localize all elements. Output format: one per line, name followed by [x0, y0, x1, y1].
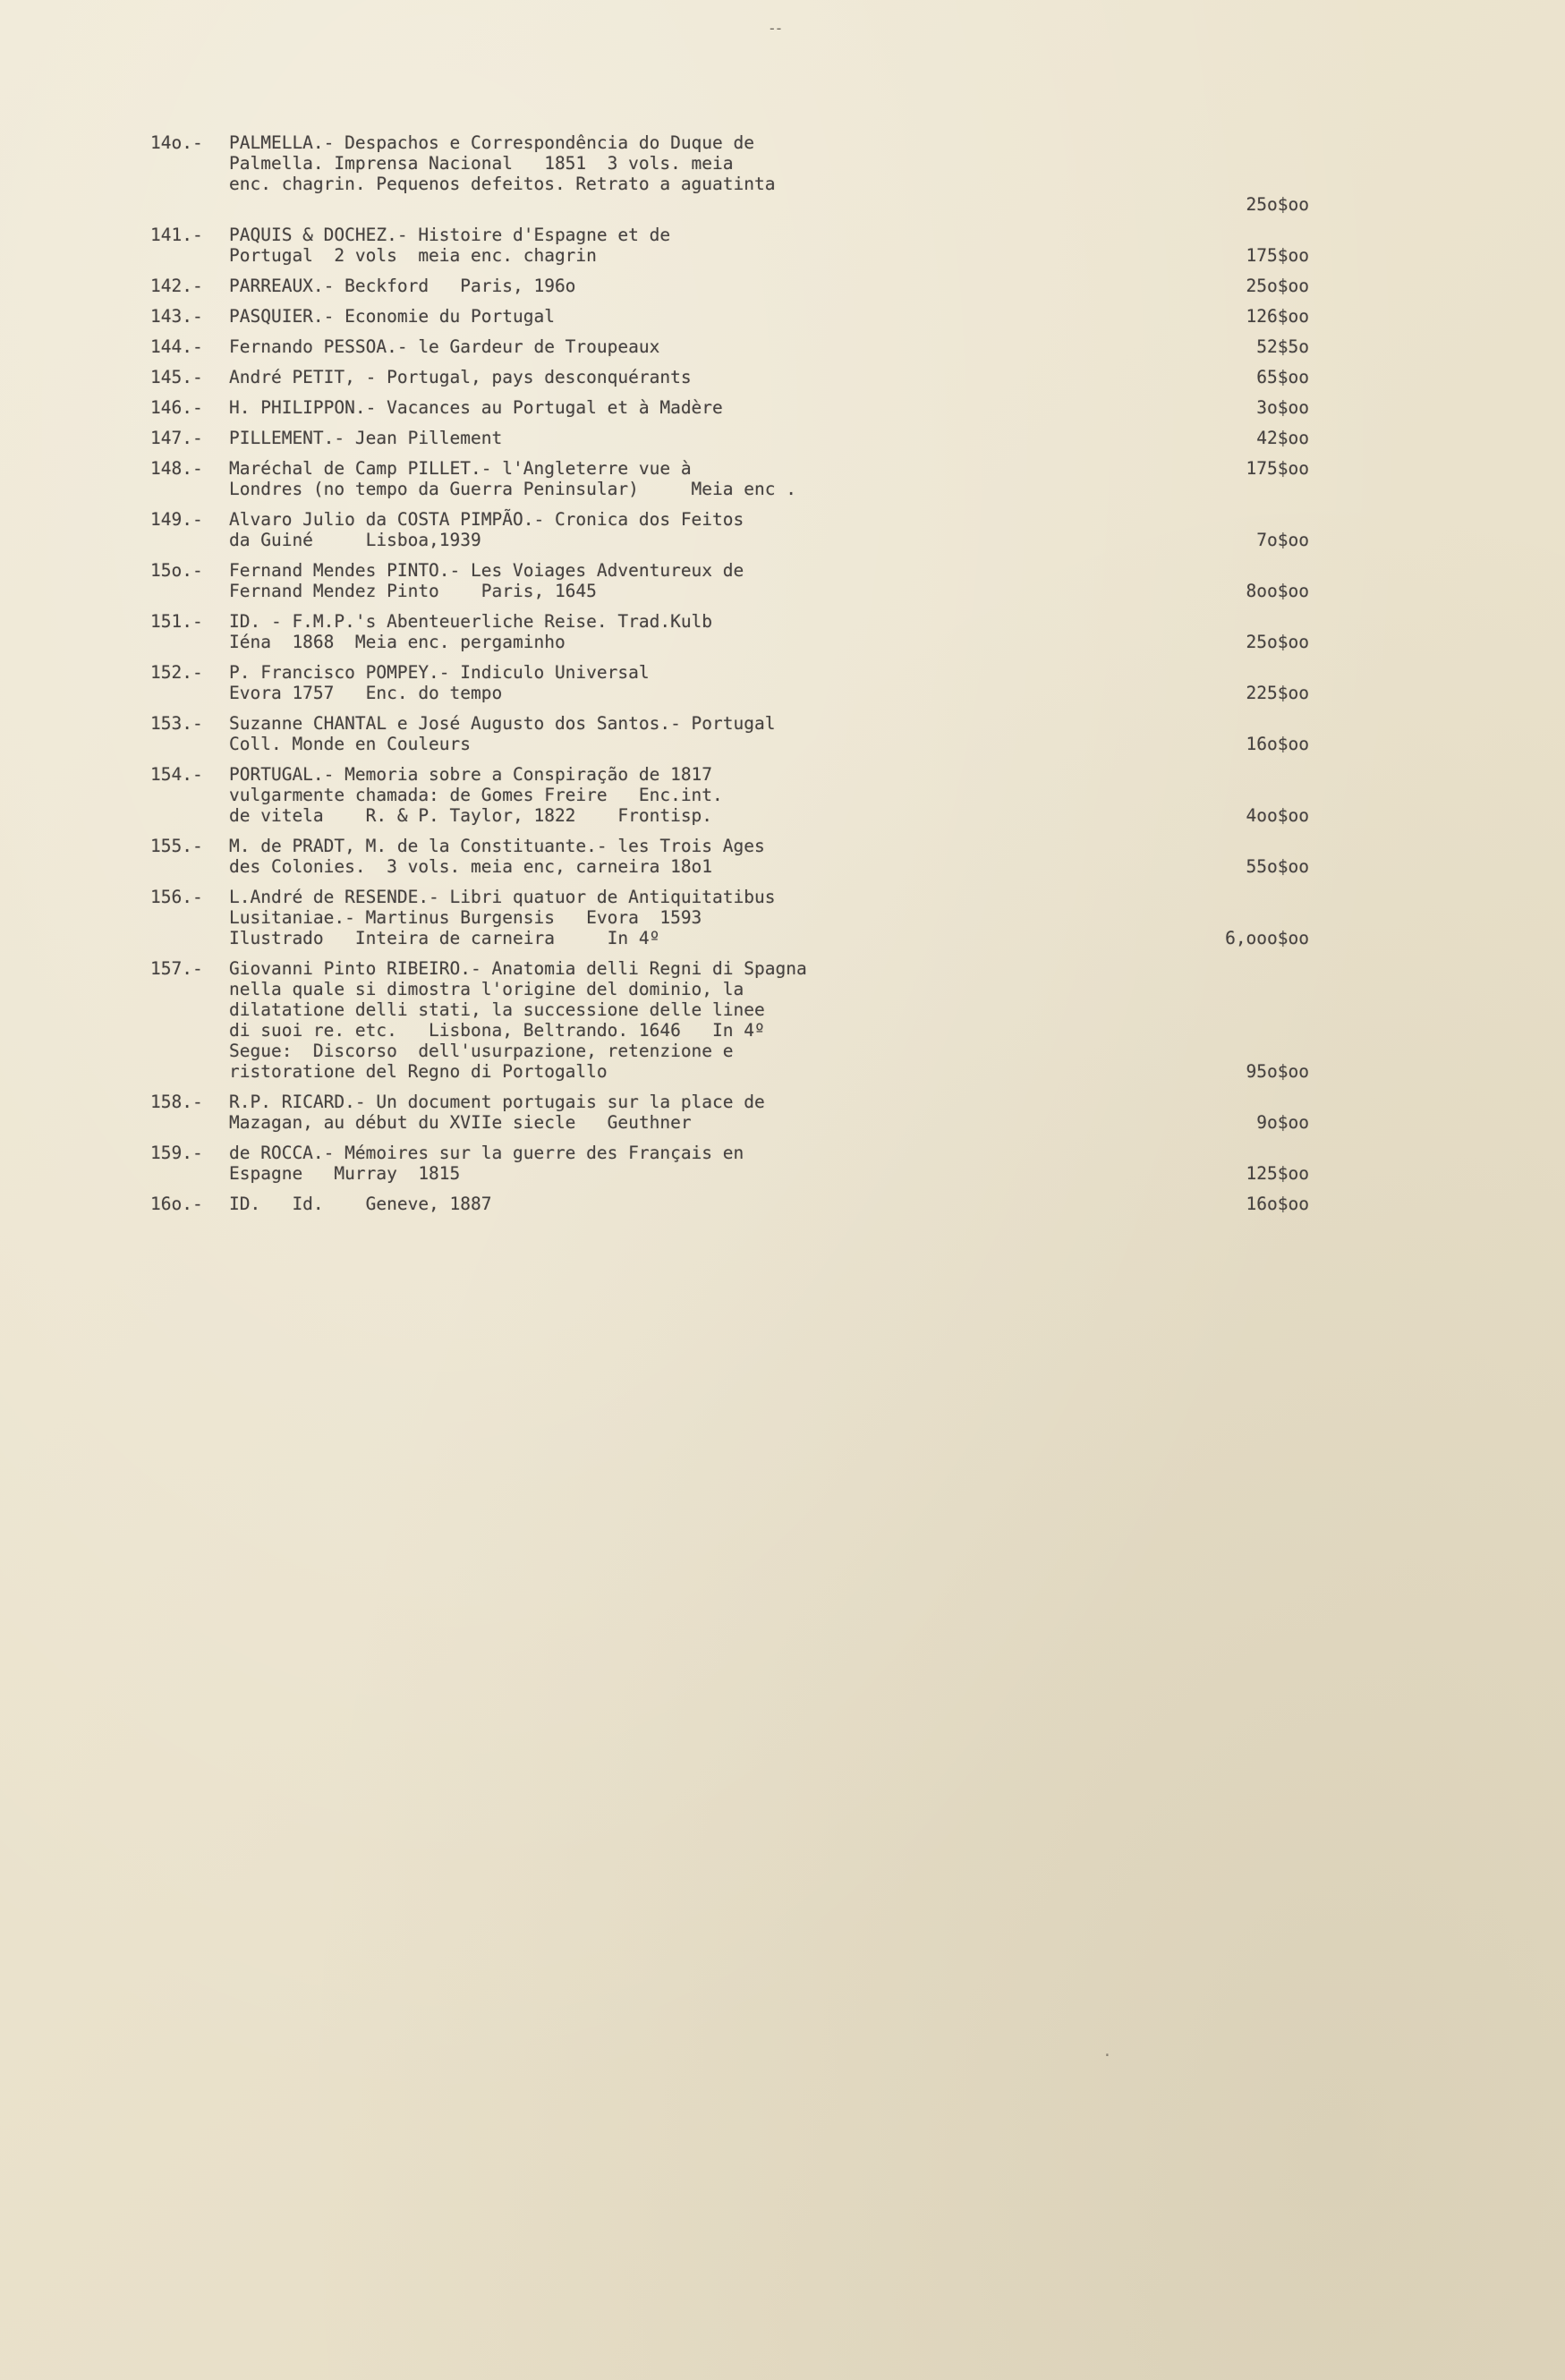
entry-line — [229, 632, 1309, 652]
entry-text: Giovanni Pinto RIBEIRO.- Anatomia delli Regni di Spagna — [229, 958, 807, 979]
entry-text: Fernand Mendez Pinto Paris, 1645 — [229, 581, 597, 601]
entry-text: H. PHILIPPON.- Vacances au Portugal et à Madère — [229, 397, 723, 418]
entry-body — [229, 225, 1309, 266]
catalog-entry — [150, 397, 1309, 418]
entry-line — [229, 397, 1309, 418]
entry-text: des Colonies. 3 vols. meia enc, carneira 18o1 — [229, 856, 713, 877]
entry-body — [229, 397, 1309, 418]
entry-line — [229, 805, 1309, 826]
bottom-edge-mark: . — [1102, 2042, 1112, 2061]
entry-body — [229, 958, 1309, 1082]
entry-text: Espagne Murray 1815 — [229, 1163, 461, 1184]
entry-line — [229, 713, 1309, 734]
entry-text: M. de PRADT, M. de la Constituante.- les Trois Ages — [229, 836, 765, 856]
entry-line — [229, 428, 1309, 448]
entry-body — [229, 764, 1309, 826]
entry-text: PASQUIER.- Economie du Portugal — [229, 306, 555, 327]
entry-body — [229, 887, 1309, 948]
entry-body — [229, 428, 1309, 448]
entry-price: 6,ooo$oo — [1225, 928, 1309, 948]
entry-number: 154.- — [150, 764, 203, 785]
entry-body — [229, 1092, 1309, 1133]
entry-line — [229, 530, 1309, 550]
catalog-entry — [150, 132, 1309, 215]
entry-body — [229, 367, 1309, 387]
catalog-listing — [150, 132, 1309, 1214]
entry-line — [229, 1061, 1309, 1082]
entry-text: ID. - F.M.P.'s Abenteuerliche Reise. Trad.Kulb — [229, 611, 713, 632]
entry-body — [229, 1143, 1309, 1184]
entry-line — [229, 662, 1309, 683]
entry-line — [229, 764, 1309, 785]
entry-number: 141.- — [150, 225, 203, 245]
catalog-entry — [150, 458, 1309, 499]
entry-price: 25o$oo — [1246, 276, 1309, 296]
entry-text: André PETIT, - Portugal, pays desconquérants — [229, 367, 692, 387]
entry-text: Londres (no tempo da Guerra Peninsular) Meia enc . — [229, 479, 796, 499]
entry-text: Lusitaniae.- Martinus Burgensis Evora 1593 — [229, 907, 702, 928]
entry-line — [229, 979, 1309, 999]
entry-price: 95o$oo — [1246, 1061, 1309, 1082]
entry-line — [229, 479, 1309, 499]
entry-body — [229, 336, 1309, 357]
catalog-entry — [150, 662, 1309, 703]
entry-price: 3o$oo — [1256, 397, 1309, 418]
catalog-entry — [150, 509, 1309, 550]
entry-text: Evora 1757 Enc. do tempo — [229, 683, 503, 703]
catalog-entry — [150, 306, 1309, 327]
catalog-entry — [150, 276, 1309, 296]
entry-text: Iéna 1868 Meia enc. pergaminho — [229, 632, 566, 652]
entry-line — [229, 560, 1309, 581]
entry-price: 25o$oo — [1246, 632, 1309, 652]
entry-number: 144.- — [150, 336, 203, 357]
entry-text: enc. chagrin. Pequenos defeitos. Retrato a aguatinta — [229, 174, 776, 194]
entry-line — [229, 836, 1309, 856]
entry-text: vulgarmente chamada: de Gomes Freire Enc.int. — [229, 785, 723, 805]
entry-line — [229, 907, 1309, 928]
entry-text: de ROCCA.- Mémoires sur la guerre des Français en — [229, 1143, 744, 1163]
top-edge-mark: -- — [768, 20, 782, 37]
entry-price: 125$oo — [1246, 1163, 1309, 1184]
entry-number: 158.- — [150, 1092, 203, 1112]
catalog-entry — [150, 1194, 1309, 1214]
entry-price: 52$5o — [1256, 336, 1309, 357]
entry-text: PALMELLA.- Despachos e Correspondência do Duque de — [229, 132, 754, 153]
entry-text: di suoi re. etc. Lisbona, Beltrando. 1646 In 4º — [229, 1020, 765, 1041]
catalog-entry — [150, 611, 1309, 652]
entry-price: 16o$oo — [1246, 1194, 1309, 1214]
entry-text: Fernand Mendes PINTO.- Les Voiages Adventureux de — [229, 560, 744, 581]
entry-body — [229, 560, 1309, 601]
entry-price: 8oo$oo — [1246, 581, 1309, 601]
entry-number: 153.- — [150, 713, 203, 734]
entry-line — [229, 958, 1309, 979]
entry-line — [229, 225, 1309, 245]
entry-line — [229, 1092, 1309, 1112]
entry-text: P. Francisco POMPEY.- Indiculo Universal — [229, 662, 650, 683]
entry-text: L.André de RESENDE.- Libri quatuor de Antiquitatibus — [229, 887, 776, 907]
entry-number: 16o.- — [150, 1194, 203, 1214]
entry-line — [229, 194, 1309, 215]
catalog-entry — [150, 958, 1309, 1082]
entry-line — [229, 1194, 1309, 1214]
catalog-entry — [150, 560, 1309, 601]
entry-line — [229, 509, 1309, 530]
entry-text: dilatatione delli stati, la successione delle linee — [229, 999, 765, 1020]
entry-number: 151.- — [150, 611, 203, 632]
entry-body — [229, 713, 1309, 754]
entry-line — [229, 153, 1309, 174]
entry-line — [229, 683, 1309, 703]
entry-line — [229, 887, 1309, 907]
entry-text: PARREAUX.- Beckford Paris, 196o — [229, 276, 576, 296]
entry-text: Mazagan, au début du XVIIe siecle Geuthner — [229, 1112, 692, 1133]
entry-text: R.P. RICARD.- Un document portugais sur la place de — [229, 1092, 765, 1112]
entry-number: 147.- — [150, 428, 203, 448]
entry-number: 152.- — [150, 662, 203, 683]
entry-text: da Guiné Lisboa,1939 — [229, 530, 481, 550]
entry-line — [229, 367, 1309, 387]
entry-line — [229, 245, 1309, 266]
catalog-entry — [150, 367, 1309, 387]
entry-text: Alvaro Julio da COSTA PIMPÃO.- Cronica dos Feitos — [229, 509, 744, 530]
entry-line — [229, 581, 1309, 601]
entry-line — [229, 1041, 1309, 1061]
catalog-entry — [150, 713, 1309, 754]
entry-price: 175$oo — [1246, 458, 1309, 479]
entry-line — [229, 734, 1309, 754]
entry-text: Suzanne CHANTAL e José Augusto dos Santos.- Portugal — [229, 713, 776, 734]
entry-text: Segue: Discorso dell'usurpazione, retenzione e — [229, 1041, 734, 1061]
entry-price: 225$oo — [1246, 683, 1309, 703]
entry-number: 14o.- — [150, 132, 203, 153]
entry-price: 9o$oo — [1256, 1112, 1309, 1133]
entry-body — [229, 611, 1309, 652]
entry-body — [229, 1194, 1309, 1214]
entry-number: 145.- — [150, 367, 203, 387]
entry-number: 149.- — [150, 509, 203, 530]
entry-number: 142.- — [150, 276, 203, 296]
entry-text: PAQUIS & DOCHEZ.- Histoire d'Espagne et de — [229, 225, 671, 245]
entry-body — [229, 132, 1309, 215]
entry-line — [229, 785, 1309, 805]
entry-price: 25o$oo — [1246, 194, 1309, 215]
entry-text: Portugal 2 vols meia enc. chagrin — [229, 245, 597, 266]
entry-line — [229, 1020, 1309, 1041]
entry-number: 157.- — [150, 958, 203, 979]
entry-line — [229, 1163, 1309, 1184]
entry-body — [229, 276, 1309, 296]
entry-line — [229, 132, 1309, 153]
entry-text: PORTUGAL.- Memoria sobre a Conspiração de 1817 — [229, 764, 713, 785]
entry-price: 175$oo — [1246, 245, 1309, 266]
entry-price: 16o$oo — [1246, 734, 1309, 754]
entry-number: 15o.- — [150, 560, 203, 581]
catalog-entry — [150, 225, 1309, 266]
entry-text: Palmella. Imprensa Nacional 1851 3 vols. meia — [229, 153, 734, 174]
catalog-entry — [150, 1092, 1309, 1133]
entry-line — [229, 174, 1309, 194]
entry-line — [229, 1143, 1309, 1163]
catalog-entry — [150, 887, 1309, 948]
entry-line — [229, 999, 1309, 1020]
entry-line — [229, 611, 1309, 632]
entry-body — [229, 509, 1309, 550]
entry-text: Ilustrado Inteira de carneira In 4º — [229, 928, 660, 948]
entry-body — [229, 836, 1309, 877]
entry-text: nella quale si dimostra l'origine del dominio, la — [229, 979, 744, 999]
catalog-entry — [150, 336, 1309, 357]
entry-price: 42$oo — [1256, 428, 1309, 448]
entry-text: Coll. Monde en Couleurs — [229, 734, 472, 754]
entry-number: 143.- — [150, 306, 203, 327]
catalog-entry — [150, 836, 1309, 877]
entry-text: ristoratione del Regno di Portogallo — [229, 1061, 608, 1082]
entry-text: Fernando PESSOA.- le Gardeur de Troupeaux — [229, 336, 660, 357]
entry-number: 159.- — [150, 1143, 203, 1163]
entry-line — [229, 276, 1309, 296]
entry-line — [229, 856, 1309, 877]
entry-price: 7o$oo — [1256, 530, 1309, 550]
entry-number: 146.- — [150, 397, 203, 418]
entry-price: 65$oo — [1256, 367, 1309, 387]
catalog-entry — [150, 764, 1309, 826]
entry-line — [229, 458, 1309, 479]
entry-body — [229, 662, 1309, 703]
entry-price: 55o$oo — [1246, 856, 1309, 877]
entry-line — [229, 1112, 1309, 1133]
entry-text: de vitela R. & P. Taylor, 1822 Frontisp. — [229, 805, 713, 826]
entry-price: 126$oo — [1246, 306, 1309, 327]
entry-price: 4oo$oo — [1246, 805, 1309, 826]
entry-text: PILLEMENT.- Jean Pillement — [229, 428, 503, 448]
entry-number: 148.- — [150, 458, 203, 479]
entry-number: 155.- — [150, 836, 203, 856]
entry-body — [229, 458, 1309, 499]
entry-line — [229, 336, 1309, 357]
catalog-entry — [150, 1143, 1309, 1184]
entry-text: ID. Id. Geneve, 1887 — [229, 1194, 492, 1214]
entry-text: Maréchal de Camp PILLET.- l'Angleterre vue à — [229, 458, 692, 479]
entry-line — [229, 306, 1309, 327]
entry-line — [229, 928, 1309, 948]
entry-number: 156.- — [150, 887, 203, 907]
catalog-entry — [150, 428, 1309, 448]
entry-body — [229, 306, 1309, 327]
